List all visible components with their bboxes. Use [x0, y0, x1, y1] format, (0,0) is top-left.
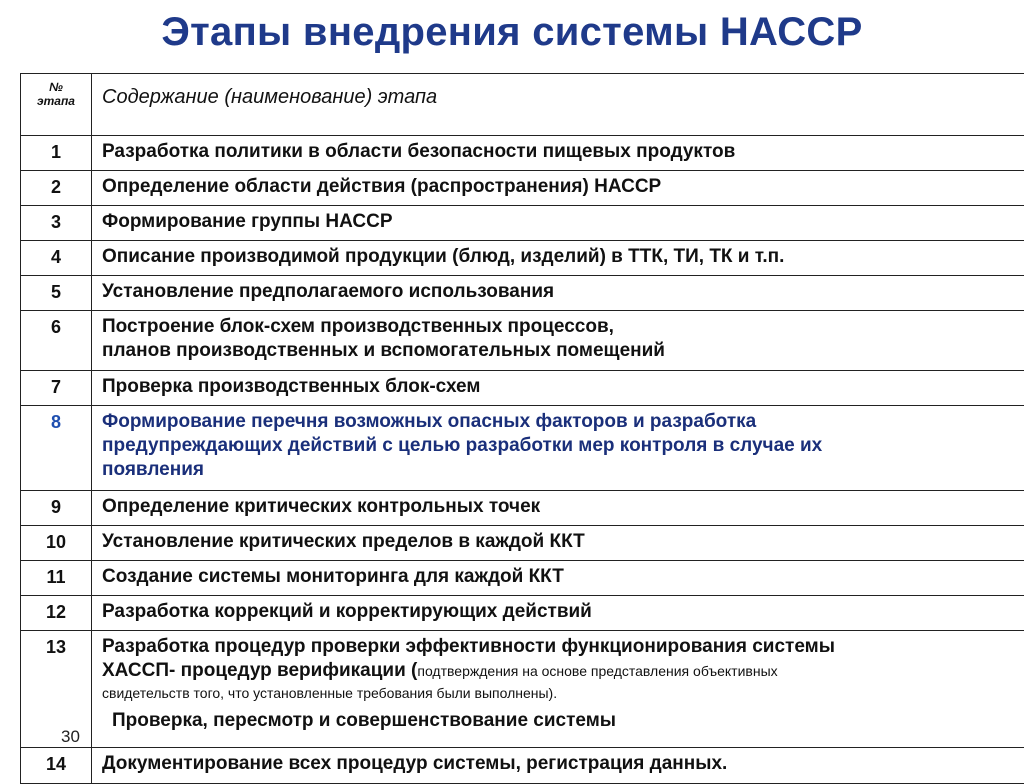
- row-text-line: Разработка процедур проверки эффективности функционирования системы: [102, 635, 1021, 659]
- stages-table: [20, 73, 1024, 784]
- table-row: [21, 631, 1024, 748]
- row-text: Установление предполагаемого использования: [92, 276, 1024, 311]
- row-text: [92, 631, 1024, 748]
- row-text: Разработка политики в области безопасности пищевых продуктов: [92, 136, 1024, 171]
- row-num: 2: [21, 171, 92, 206]
- row-num: 3: [21, 206, 92, 241]
- table-row: [21, 561, 1024, 596]
- row-text: Описание производимой продукции (блюд, изделий) в ТТК, ТИ, ТК и т.п.: [92, 241, 1024, 276]
- row-text-line: планов производственных и вспомогательных помещений: [102, 339, 1021, 363]
- row-text-line: [102, 659, 1021, 683]
- table-row: [21, 526, 1024, 561]
- row-text: [92, 311, 1024, 371]
- row-num: 14: [21, 748, 92, 784]
- table-header-row: [21, 74, 1024, 136]
- row-text: Определение критических контрольных точек: [92, 491, 1024, 526]
- row-num: 12: [21, 596, 92, 631]
- row-text-line: появления: [102, 458, 1021, 482]
- row-num: 1: [21, 136, 92, 171]
- table-row: [21, 596, 1024, 631]
- table-row: [21, 406, 1024, 491]
- table-row: [21, 136, 1024, 171]
- header-content-label: Содержание (наименование) этапа: [92, 74, 1024, 136]
- table-row: [21, 276, 1024, 311]
- row-text: Формирование группы НАССР: [92, 206, 1024, 241]
- row-num: 6: [21, 311, 92, 371]
- table-row: [21, 748, 1024, 784]
- row-num: 7: [21, 371, 92, 406]
- row-num: 11: [21, 561, 92, 596]
- row-text: Установление критических пределов в каждой ККТ: [92, 526, 1024, 561]
- table-row: [21, 491, 1024, 526]
- row-text-small-part: подтверждения на основе представления объективных: [417, 663, 777, 679]
- row-num: 9: [21, 491, 92, 526]
- row-text-bold-part: ХАССП- процедур верификации (: [102, 660, 417, 681]
- table-row: [21, 171, 1024, 206]
- table-row: [21, 311, 1024, 371]
- row-text: [92, 406, 1024, 491]
- row-text-small-line: свидетельств того, что установленные требования были выполнены).: [102, 683, 1021, 703]
- row-num: 10: [21, 526, 92, 561]
- row-text-line: Формирование перечня возможных опасных факторов и разработка: [102, 410, 1021, 434]
- row-text-line: Построение блок-схем производственных процессов,: [102, 315, 1021, 339]
- row-num: 8: [21, 406, 92, 491]
- row-text-line: предупреждающих действий с целью разработки мер контроля в случае их: [102, 434, 1021, 458]
- slide-number: 30: [61, 727, 80, 747]
- row-text: Проверка производственных блок-схем: [92, 371, 1024, 406]
- table-row: [21, 241, 1024, 276]
- page-title: Этапы внедрения системы НАССР: [0, 10, 1024, 55]
- row-text: Определение области действия (распространения) НАССР: [92, 171, 1024, 206]
- row-text-line: Проверка, пересмотр и совершенствование системы: [102, 709, 1021, 733]
- header-num-label: этапа: [21, 94, 91, 108]
- table-row: [21, 206, 1024, 241]
- row-text: Создание системы мониторинга для каждой ККТ: [92, 561, 1024, 596]
- header-num-symbol: №: [21, 80, 91, 94]
- row-num: 13: [21, 631, 92, 748]
- table-row: [21, 371, 1024, 406]
- row-text: Разработка коррекций и корректирующих действий: [92, 596, 1024, 631]
- row-num: 5: [21, 276, 92, 311]
- row-text: Документирование всех процедур системы, регистрация данных.: [92, 748, 1024, 784]
- header-num-cell: [21, 74, 92, 136]
- row-num: 4: [21, 241, 92, 276]
